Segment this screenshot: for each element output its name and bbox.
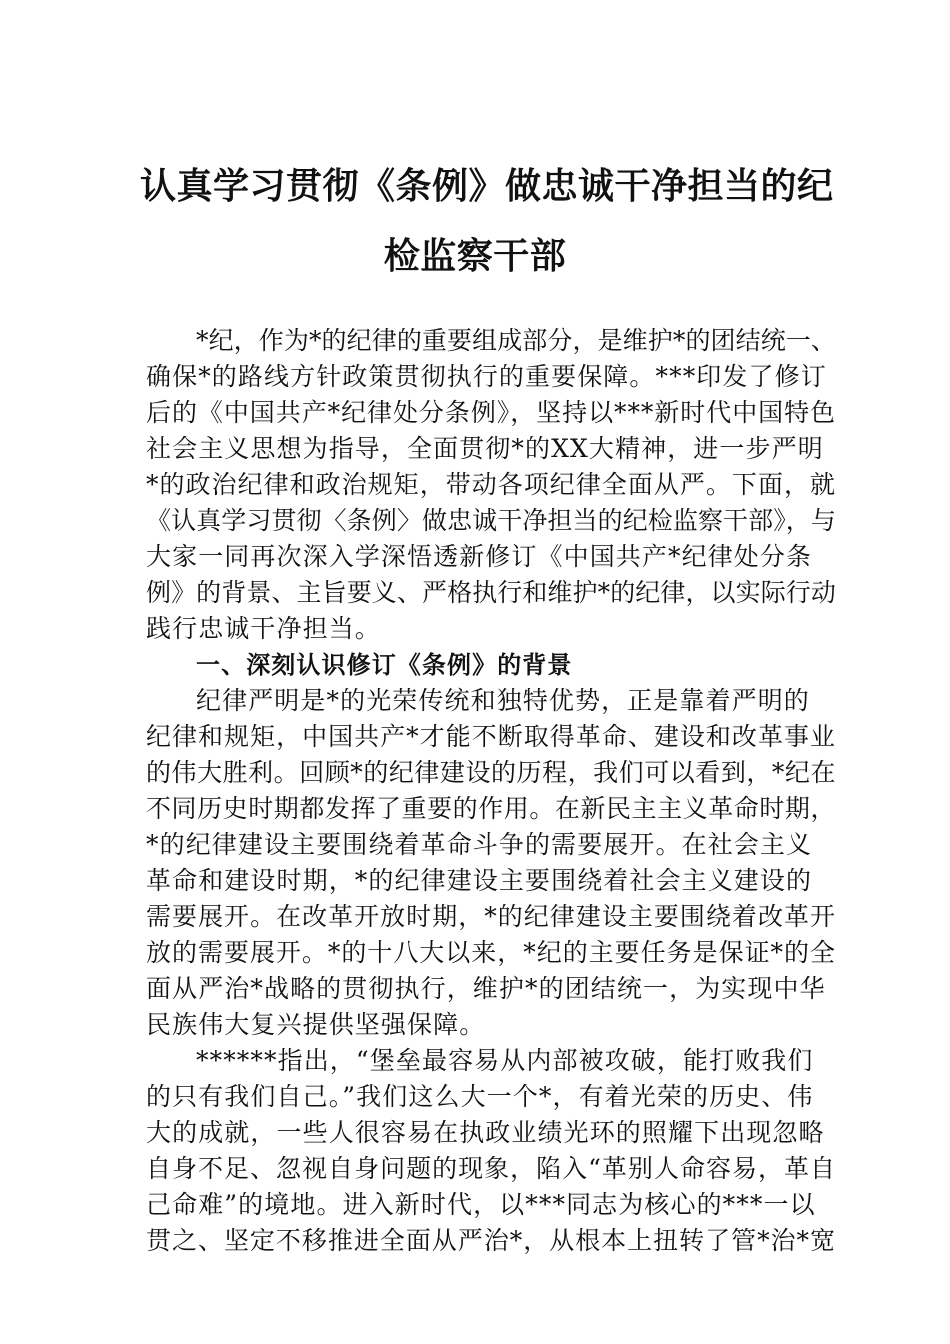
paragraph-line: 践行忠诚干净担当。 [146, 614, 381, 643]
paragraph-line: 纪律严明是*的光荣传统和独特优势，正是靠着严明的 [196, 686, 810, 715]
document-title-line-2: 检监察干部 [383, 235, 567, 277]
section-heading: 一、深刻认识修订《条例》的背景 [196, 651, 573, 679]
paragraph-line: *的政治纪律和政治规矩，带动各项纪律全面从严。下面，就 [146, 470, 836, 499]
paragraph-line: 需要展开。在改革开放时期，*的纪律建设主要围绕着改革开 [146, 902, 836, 931]
document-body [146, 323, 836, 1259]
paragraph-line: 己命难”的境地。进入新时代，以***同志为核心的***一以 [146, 1190, 816, 1219]
document-title-line-1: 认真学习贯彻《条例》做忠诚干净担当的纪 [140, 165, 834, 207]
paragraph-line: 纪律和规矩，中国共产*才能不断取得革命、建设和改革事业 [146, 722, 836, 751]
paragraph-line: 不同历史时期都发挥了重要的作用。在新民主主义革命时期， [146, 794, 836, 823]
paragraph-line: 自身不足、忽视自身问题的现象，陷入“革别人命容易，革自 [146, 1154, 836, 1183]
paragraph-line: 民族伟大复兴提供坚强保障。 [146, 1010, 486, 1039]
paragraph-line: 的伟大胜利。回顾*的纪律建设的历程，我们可以看到，*纪在 [146, 758, 836, 787]
paragraph-line: 的只有我们自己。”我们这么大一个*，有着光荣的历史、伟 [146, 1082, 814, 1111]
paragraph-line: 后的《中国共产*纪律处分条例》，坚持以***新时代中国特色 [146, 398, 836, 427]
paragraph-line: 贯之、坚定不移推进全面从严治*，从根本上扭转了管*治*宽 [146, 1226, 836, 1255]
paragraph-line: 例》的背景、主旨要义、严格执行和维护*的纪律，以实际行动 [146, 578, 836, 607]
paragraph-line: 革命和建设时期，*的纪律建设主要围绕着社会主义建设的 [146, 866, 813, 895]
paragraph-line: ******指出，“堡垒最容易从内部被攻破，能打败我们 [196, 1046, 814, 1075]
paragraph-line: *的纪律建设主要围绕着革命斗争的需要展开。在社会主义 [146, 830, 813, 859]
paragraph-line: 大的成就，一些人很容易在执政业绩光环的照耀下出现忽略 [146, 1118, 825, 1147]
paragraph-line: 《认真学习贯彻〈条例〉做忠诚干净担当的纪检监察干部》，与 [146, 506, 836, 535]
paragraph-line: 大家一同再次深入学深悟透新修订《中国共产*纪律处分条 [146, 542, 813, 571]
paragraph-line: 社会主义思想为指导，全面贯彻*的XX大精神，进一步严明 [146, 434, 824, 463]
paragraph-line: 确保*的路线方针政策贯彻执行的重要保障。***印发了修订 [146, 362, 827, 391]
paragraph-line: 放的需要展开。*的十八大以来，*纪的主要任务是保证*的全 [146, 938, 836, 967]
paragraph-line: 面从严治*战略的贯彻执行，维护*的团结统一，为实现中华 [146, 974, 826, 1003]
paragraph-line: *纪，作为*的纪律的重要组成部分，是维护*的团结统一、 [196, 326, 836, 355]
